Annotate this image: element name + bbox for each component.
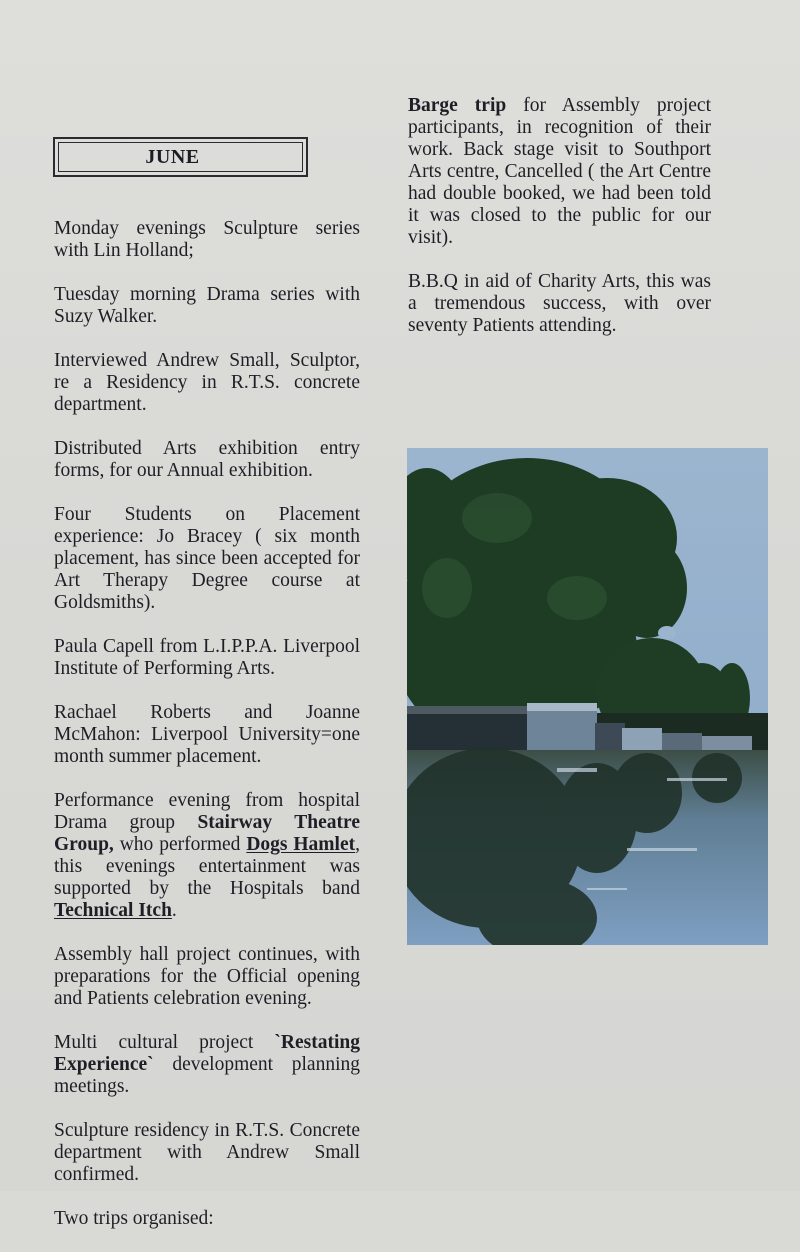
paragraph-multicultural-project: Multi cultural project `Restating Experience` development planning meetings. [54, 1032, 360, 1097]
paragraph-students-placement: Four Students on Placement experience: Jo Bracey ( six month placement, has since been accepted for Art Therapy Degree course at Goldsmiths). [54, 504, 360, 613]
paragraph-sculpture-series: Monday evenings Sculpture series with Lin Holland; [54, 218, 360, 261]
month-heading-box [53, 137, 308, 177]
paragraph-university-placement: Rachael Roberts and Joanne McMahon: Liverpool University=one month summer placement. [54, 702, 360, 767]
paragraph-interview: Interviewed Andrew Small, Sculptor, re a Residency in R.T.S. concrete department. [54, 350, 360, 415]
left-column [54, 218, 360, 1252]
theatre-group-name: Stairway Theatre Group, [54, 812, 360, 855]
paragraph-bbq: B.B.Q in aid of Charity Arts, this was a tremendous success, with over seventy Patients attending. [408, 271, 711, 336]
barge-trip-label: Barge trip [408, 95, 507, 116]
paragraph-performance-evening: Performance evening from hospital Drama group Stairway Theatre Group, who performed Dogs Hamlet, this evenings entertainment was supported by the Hospitals band Technical Itch. [54, 790, 360, 921]
paragraph-sculpture-residency: Sculpture residency in R.T.S. Concrete department with Andrew Small confirmed. [54, 1120, 360, 1185]
paragraph-drama-series: Tuesday morning Drama series with Suzy Walker. [54, 284, 360, 327]
paragraph-trips: Two trips organised: [54, 1208, 214, 1229]
month-heading: JUNE [145, 145, 200, 168]
right-column [408, 95, 711, 359]
band-name: Technical Itch [54, 900, 172, 921]
paragraph-assembly-hall: Assembly hall project continues, with preparations for the Official opening and Patients celebration evening. [54, 944, 360, 1009]
paragraph-lippa: Paula Capell from L.I.P.P.A. Liverpool Institute of Performing Arts. [54, 636, 360, 679]
play-title: Dogs Hamlet [246, 834, 356, 855]
paragraph-barge-trip: Barge trip for Assembly project participants, in recognition of their work. Back stage visit to Southport Arts centre, Cancelled ( the Art Centre had double booked, we had been told it was closed to the public for our visit). [408, 95, 711, 248]
paragraph-exhibition-forms: Distributed Arts exhibition entry forms, for our Annual exhibition. [54, 438, 360, 481]
project-name: `Restating Experience` [54, 1032, 360, 1075]
canal-boats-photo [407, 448, 768, 945]
